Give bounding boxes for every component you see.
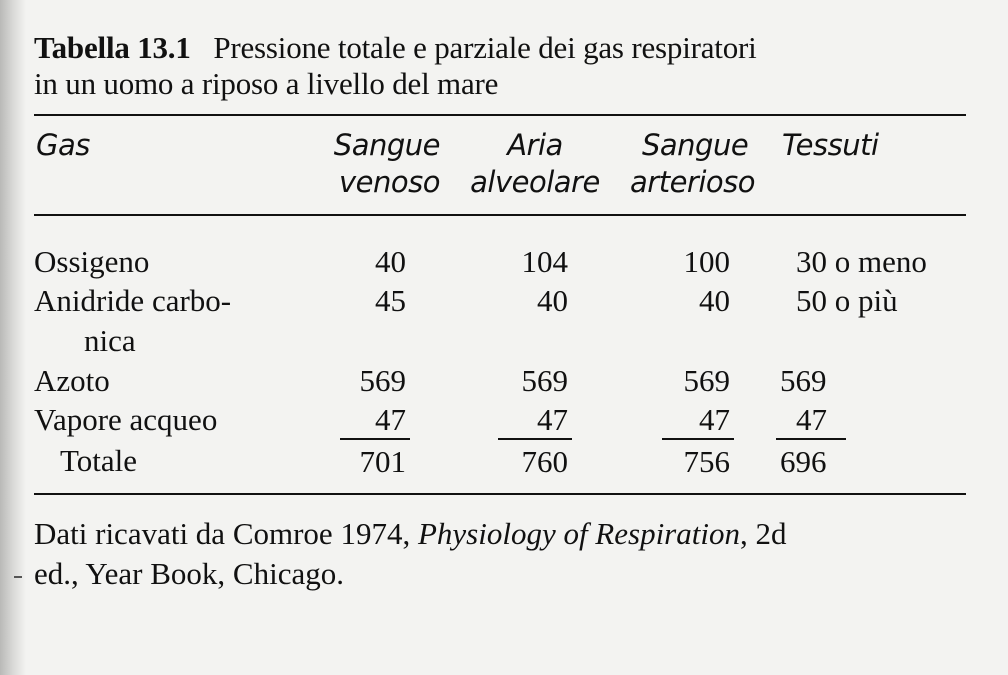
row-label-vapore-acqueo: Vapore acqueo xyxy=(34,402,218,437)
header-tessuti: Tessuti xyxy=(782,128,879,162)
cell-co2-alveolare: 40 xyxy=(537,283,568,318)
cell-totale-venoso: 701 xyxy=(359,444,406,479)
margin-mark xyxy=(14,576,22,578)
row-label-totale: Totale xyxy=(60,443,138,478)
cell-ossigeno-alveolare: 104 xyxy=(521,244,568,279)
source-book-title: Physiology of Respiration xyxy=(417,516,740,551)
row-label-anidride-carbonica: Anidride carbo- nica xyxy=(34,283,232,358)
source-line-1: Dati ricavati da Comroe 1974, Physiology of Respiration, 2d xyxy=(34,516,787,551)
bottom-rule xyxy=(34,493,966,495)
header-sangue-arterioso: Sangue arterioso xyxy=(630,128,755,199)
cell-azoto-tessuti: 569 xyxy=(780,363,827,398)
cell-azoto-alveolare: 569 xyxy=(521,363,568,398)
cell-co2-tessuti: 50 o più xyxy=(796,283,898,318)
sum-underline-alveolare xyxy=(498,438,572,440)
cell-co2-arterioso: 40 xyxy=(699,283,730,318)
sum-underline-tessuti xyxy=(776,438,846,440)
source-line-2: ed., Year Book, Chicago. xyxy=(34,556,344,591)
source-note xyxy=(34,514,984,594)
cell-ossigeno-arterioso: 100 xyxy=(683,244,730,279)
header-gas: Gas xyxy=(36,128,90,162)
cell-ossigeno-tessuti: 30 o meno xyxy=(796,244,927,279)
top-rule xyxy=(34,114,966,116)
cell-vapore-arterioso: 47 xyxy=(699,402,730,437)
cell-vapore-tessuti: 47 xyxy=(796,402,827,437)
cell-totale-tessuti: 696 xyxy=(780,444,827,479)
row-label-azoto: Azoto xyxy=(34,363,110,398)
header-sangue-venoso: Sangue venoso xyxy=(333,128,440,199)
cell-azoto-venoso: 569 xyxy=(359,363,406,398)
cell-vapore-alveolare: 47 xyxy=(537,402,568,437)
header-rule xyxy=(34,214,966,216)
table-title: Pressione totale e parziale dei gas respiratori xyxy=(213,30,757,65)
sum-underline-venoso xyxy=(340,438,410,440)
table-caption xyxy=(34,30,984,102)
cell-ossigeno-venoso: 40 xyxy=(375,244,406,279)
cell-totale-arterioso: 756 xyxy=(683,444,730,479)
caption-line-2: in un uomo a riposo a livello del mare xyxy=(34,66,499,101)
header-aria-alveolare: Aria alveolare xyxy=(470,128,600,199)
caption-line-1 xyxy=(34,30,984,66)
cell-azoto-arterioso: 569 xyxy=(683,363,730,398)
page-binding-shadow xyxy=(0,0,26,675)
cell-co2-venoso: 45 xyxy=(375,283,406,318)
row-label-ossigeno: Ossigeno xyxy=(34,244,150,279)
sum-underline-arterioso xyxy=(662,438,734,440)
cell-vapore-venoso: 47 xyxy=(375,402,406,437)
table-number: Tabella 13.1 xyxy=(34,30,191,65)
cell-totale-alveolare: 760 xyxy=(521,444,568,479)
